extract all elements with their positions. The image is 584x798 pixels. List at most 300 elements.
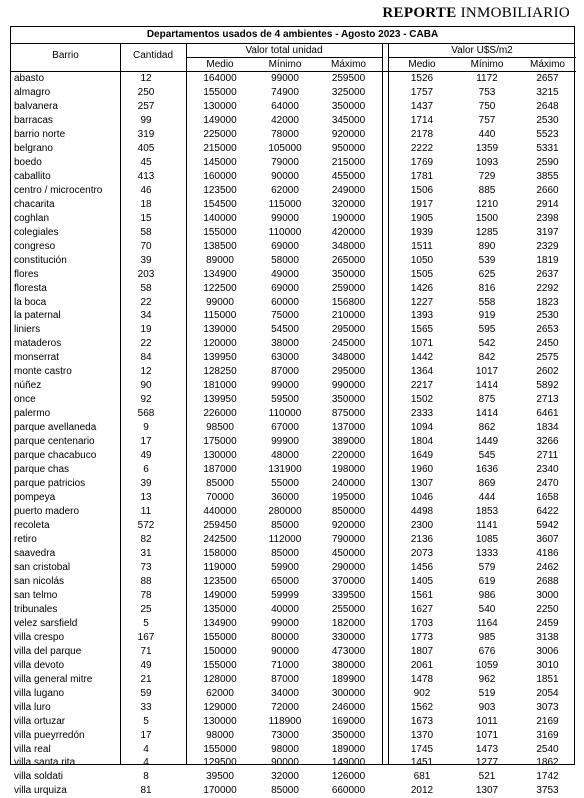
cell-barrio: coghlan <box>14 212 50 224</box>
cell-m2-medio: 1807 <box>410 645 434 657</box>
cell-cantidad: 59 <box>140 687 152 699</box>
cell-m2-minimo: 579 <box>478 561 496 573</box>
cell-total-medio: 130000 <box>203 100 237 112</box>
cell-m2-maximo: 5892 <box>536 380 559 392</box>
cell-cantidad: 15 <box>140 212 152 224</box>
cell-total-medio: 139950 <box>203 394 237 406</box>
table-row <box>11 756 574 770</box>
cell-m2-minimo: 545 <box>478 450 496 462</box>
cell-m2-minimo: 753 <box>478 86 496 98</box>
cell-cantidad: 4 <box>143 743 149 755</box>
cell-m2-medio: 1773 <box>410 631 434 643</box>
cell-m2-minimo: 676 <box>478 645 496 657</box>
cell-barrio: puerto madero <box>14 506 80 518</box>
header-total-maximo: Máximo <box>330 59 366 70</box>
cell-cantidad: 71 <box>140 645 152 657</box>
cell-total-minimo: 64000 <box>271 100 299 112</box>
cell-total-minimo: 90000 <box>271 757 299 769</box>
cell-total-minimo: 90000 <box>271 170 299 182</box>
cell-cantidad: 405 <box>137 142 155 154</box>
cell-m2-maximo: 2250 <box>536 603 559 615</box>
cell-total-minimo: 105000 <box>268 142 302 154</box>
cell-m2-minimo: 903 <box>478 701 496 713</box>
cell-m2-medio: 2300 <box>410 520 434 531</box>
cell-m2-medio: 1565 <box>410 324 434 336</box>
cell-barrio: monte castro <box>14 366 72 378</box>
cell-barrio: villa urquiza <box>14 785 67 797</box>
cell-m2-maximo: 6461 <box>536 408 559 420</box>
cell-total-medio: 440000 <box>203 506 237 518</box>
cell-barrio: velez sarsfield <box>14 617 78 629</box>
cell-total-maximo: 215000 <box>331 156 366 168</box>
cell-total-maximo: 389000 <box>331 436 366 448</box>
cell-total-minimo: 38000 <box>271 338 299 350</box>
cell-total-medio: 242500 <box>203 533 237 545</box>
table-row <box>11 142 574 156</box>
cell-barrio: constitución <box>14 254 67 266</box>
table-row <box>11 114 574 128</box>
cell-m2-minimo: 619 <box>478 575 496 587</box>
cell-barrio: saavedra <box>14 547 56 559</box>
table-row <box>11 365 574 379</box>
cell-barrio: pompeya <box>14 492 56 504</box>
cell-total-medio: 160000 <box>203 170 237 182</box>
cell-barrio: villa santa rita <box>14 757 76 769</box>
cell-cantidad: 78 <box>140 589 152 601</box>
cell-cantidad: 5 <box>143 617 149 629</box>
table-row <box>11 687 574 701</box>
cell-total-medio: 225000 <box>203 128 237 140</box>
cell-total-medio: 123500 <box>203 184 237 196</box>
cell-total-medio: 155000 <box>203 659 237 671</box>
cell-cantidad: 84 <box>140 352 152 364</box>
cell-total-minimo: 59900 <box>271 561 299 573</box>
cell-m2-maximo: 2169 <box>536 715 559 727</box>
cell-m2-maximo: 3073 <box>536 701 559 713</box>
cell-total-maximo: 920000 <box>331 128 366 140</box>
cell-m2-medio: 1511 <box>411 240 433 252</box>
cell-total-medio: 70000 <box>206 492 234 504</box>
cell-total-medio: 119000 <box>203 561 237 573</box>
cell-total-medio: 139000 <box>203 324 237 336</box>
table-row <box>11 631 574 645</box>
cell-m2-medio: 4498 <box>410 506 434 518</box>
cell-m2-minimo: 1307 <box>475 785 499 797</box>
table-row <box>11 72 574 86</box>
cell-cantidad: 6 <box>143 464 149 476</box>
table-row <box>11 212 574 226</box>
cell-total-minimo: 62000 <box>271 184 299 196</box>
cell-total-minimo: 34000 <box>271 687 299 699</box>
cell-m2-maximo: 2530 <box>536 310 559 322</box>
cell-m2-minimo: 816 <box>478 282 496 294</box>
cell-total-maximo: 660000 <box>331 785 366 797</box>
cell-m2-medio: 2222 <box>410 142 434 154</box>
cell-m2-maximo: 2450 <box>536 338 559 350</box>
cell-total-maximo: 156800 <box>331 296 366 308</box>
cell-total-minimo: 85000 <box>271 785 299 797</box>
price-table <box>10 26 575 797</box>
header-valor-total: Valor total unidad <box>245 45 323 56</box>
cell-total-minimo: 110000 <box>268 226 302 238</box>
cell-m2-medio: 1627 <box>410 603 434 615</box>
cell-m2-medio: 2061 <box>410 659 434 671</box>
cell-m2-medio: 1094 <box>410 422 434 434</box>
cell-total-medio: 39500 <box>206 771 234 783</box>
cell-m2-maximo: 3215 <box>536 86 559 98</box>
cell-total-maximo: 350000 <box>331 100 366 112</box>
cell-total-maximo: 455000 <box>331 170 366 182</box>
header-total-medio: Medio <box>206 59 234 70</box>
cell-m2-medio: 1960 <box>410 464 434 476</box>
table-row <box>11 282 574 296</box>
cell-total-medio: 164000 <box>203 73 237 84</box>
cell-m2-maximo: 2660 <box>536 184 559 196</box>
cell-m2-minimo: 542 <box>478 338 496 350</box>
cell-total-minimo: 110000 <box>268 408 302 420</box>
cell-total-minimo: 73000 <box>271 729 299 741</box>
table-row <box>11 100 574 114</box>
cell-cantidad: 8 <box>143 771 149 783</box>
cell-m2-maximo: 3197 <box>536 226 559 238</box>
cell-cantidad: 45 <box>140 156 152 168</box>
cell-cantidad: 17 <box>140 436 152 448</box>
cell-cantidad: 13 <box>140 492 152 504</box>
cell-m2-maximo: 3010 <box>536 659 559 671</box>
cell-barrio: caballito <box>14 170 51 182</box>
table-row <box>11 701 574 715</box>
cell-total-minimo: 85000 <box>271 520 299 531</box>
table-row <box>11 477 574 491</box>
cell-m2-medio: 1370 <box>410 729 434 741</box>
cell-barrio: villa del parque <box>14 645 82 657</box>
cell-m2-minimo: 1359 <box>475 142 499 154</box>
cell-m2-medio: 1649 <box>410 450 434 462</box>
cell-total-maximo: 300000 <box>331 687 366 699</box>
cell-m2-minimo: 519 <box>478 687 496 699</box>
cell-total-maximo: 265000 <box>331 254 366 266</box>
cell-m2-medio: 1046 <box>410 492 434 504</box>
cell-cantidad: 167 <box>137 631 155 643</box>
cell-m2-medio: 1562 <box>410 701 434 713</box>
table-row <box>11 421 574 435</box>
cell-total-minimo: 69000 <box>271 282 299 294</box>
cell-cantidad: 58 <box>140 282 152 294</box>
cell-total-maximo: 325000 <box>331 86 366 98</box>
header-barrio: Barrio <box>52 50 79 61</box>
cell-m2-maximo: 4186 <box>536 547 559 559</box>
cell-total-minimo: 49000 <box>271 268 299 280</box>
cell-cantidad: 46 <box>140 184 152 196</box>
cell-total-minimo: 90000 <box>271 645 299 657</box>
cell-total-medio: 115000 <box>203 310 237 322</box>
cell-m2-minimo: 1085 <box>475 533 499 545</box>
cell-m2-medio: 2136 <box>410 533 434 545</box>
cell-m2-minimo: 595 <box>478 324 496 336</box>
cell-total-medio: 135000 <box>203 603 237 615</box>
cell-m2-medio: 1917 <box>410 198 434 210</box>
cell-m2-maximo: 2653 <box>536 324 559 336</box>
cell-cantidad: 33 <box>140 701 152 713</box>
cell-m2-minimo: 521 <box>478 771 496 783</box>
cell-cantidad: 12 <box>140 73 152 84</box>
cell-m2-maximo: 3138 <box>536 631 559 643</box>
cell-total-minimo: 75000 <box>271 310 299 322</box>
cell-barrio: parque chas <box>14 464 70 476</box>
cell-total-medio: 155000 <box>203 226 237 238</box>
cell-m2-medio: 2012 <box>410 785 434 797</box>
cell-total-minimo: 65000 <box>271 575 299 587</box>
cell-m2-medio: 1673 <box>410 715 434 727</box>
cell-total-maximo: 875000 <box>331 408 366 420</box>
cell-total-maximo: 450000 <box>331 547 366 559</box>
cell-barrio: la paternal <box>14 310 61 322</box>
table-row <box>11 547 574 561</box>
cell-cantidad: 99 <box>140 114 152 126</box>
cell-m2-minimo: 842 <box>478 352 496 364</box>
cell-total-minimo: 79000 <box>271 156 299 168</box>
cell-m2-medio: 1745 <box>410 743 434 755</box>
cell-m2-minimo: 862 <box>478 422 496 434</box>
group-underline <box>388 57 576 58</box>
cell-m2-minimo: 1449 <box>475 436 499 448</box>
cell-total-medio: 98500 <box>206 422 234 434</box>
cell-total-minimo: 59500 <box>271 394 299 406</box>
cell-cantidad: 12 <box>140 366 152 378</box>
cell-cantidad: 250 <box>137 86 155 98</box>
cell-total-maximo: 189900 <box>331 673 366 685</box>
cell-cantidad: 22 <box>140 338 152 350</box>
cell-barrio: floresta <box>14 282 47 294</box>
cell-total-maximo: 149000 <box>331 757 366 769</box>
cell-barrio: flores <box>14 268 39 280</box>
cell-cantidad: 568 <box>137 408 155 420</box>
cell-cantidad: 203 <box>137 268 155 280</box>
cell-m2-maximo: 2462 <box>536 561 559 573</box>
cell-total-medio: 155000 <box>203 86 237 98</box>
table-row <box>11 156 574 170</box>
cell-m2-maximo: 2637 <box>536 268 559 280</box>
cell-m2-medio: 1939 <box>410 226 434 238</box>
cell-barrio: colegiales <box>14 226 59 238</box>
cell-barrio: núñez <box>14 380 42 392</box>
cell-m2-minimo: 1141 <box>476 520 498 531</box>
cell-m2-medio: 1769 <box>410 156 434 168</box>
table-row <box>11 589 574 603</box>
cell-total-maximo: 249000 <box>331 184 366 196</box>
cell-cantidad: 92 <box>140 394 152 406</box>
cell-total-medio: 123500 <box>203 575 237 587</box>
cell-total-maximo: 350000 <box>331 394 366 406</box>
cell-total-medio: 134900 <box>203 268 237 280</box>
cell-m2-maximo: 1862 <box>536 757 559 769</box>
cell-cantidad: 18 <box>140 198 152 210</box>
cell-m2-minimo: 1017 <box>475 366 499 378</box>
cell-m2-medio: 1478 <box>410 673 434 685</box>
cell-m2-medio: 1071 <box>410 338 434 350</box>
cell-m2-medio: 1905 <box>410 212 434 224</box>
brand-logo <box>382 5 570 22</box>
cell-total-medio: 139950 <box>203 352 237 364</box>
cell-m2-medio: 1456 <box>410 561 434 573</box>
cell-total-maximo: 850000 <box>331 506 366 518</box>
cell-m2-maximo: 2914 <box>536 198 559 210</box>
cell-total-minimo: 36000 <box>271 492 299 504</box>
table-row <box>11 351 574 365</box>
cell-total-maximo: 245000 <box>331 338 366 350</box>
cell-total-maximo: 348000 <box>331 352 366 364</box>
cell-total-medio: 149000 <box>203 589 237 601</box>
cell-barrio: villa ortuzar <box>14 715 66 727</box>
table-body <box>11 72 574 798</box>
cell-total-maximo: 345000 <box>331 114 366 126</box>
cell-total-maximo: 370000 <box>331 575 366 587</box>
cell-m2-medio: 1307 <box>410 478 434 490</box>
cell-cantidad: 82 <box>140 533 152 545</box>
cell-total-minimo: 42000 <box>271 114 299 126</box>
cell-barrio: san nicolás <box>14 575 65 587</box>
cell-m2-maximo: 2602 <box>536 366 559 378</box>
cell-m2-medio: 2073 <box>410 547 434 559</box>
cell-m2-medio: 1714 <box>410 114 434 126</box>
table-row <box>11 296 574 310</box>
table-row <box>11 491 574 505</box>
cell-m2-minimo: 890 <box>478 240 496 252</box>
cell-m2-medio: 1561 <box>410 589 434 601</box>
cell-total-minimo: 99000 <box>271 617 299 629</box>
table-row <box>11 170 574 184</box>
cell-total-medio: 120000 <box>203 338 237 350</box>
table-row <box>11 575 574 589</box>
cell-cantidad: 572 <box>137 520 155 531</box>
cell-m2-maximo: 3169 <box>536 729 559 741</box>
cell-m2-maximo: 1742 <box>536 771 559 783</box>
cell-total-minimo: 63000 <box>271 352 299 364</box>
cell-total-medio: 130000 <box>203 715 237 727</box>
cell-total-maximo: 198000 <box>331 464 366 476</box>
cell-m2-maximo: 2292 <box>536 282 559 294</box>
cell-total-maximo: 320000 <box>331 198 366 210</box>
cell-cantidad: 81 <box>140 785 152 797</box>
cell-cantidad: 21 <box>140 673 152 685</box>
cell-barrio: san cristobal <box>14 561 71 573</box>
cell-barrio: barracas <box>14 114 53 126</box>
cell-cantidad: 39 <box>140 478 152 490</box>
cell-m2-maximo: 2340 <box>536 464 559 476</box>
cell-total-medio: 226000 <box>203 408 237 420</box>
cell-total-medio: 85000 <box>206 478 234 490</box>
cell-total-medio: 170000 <box>203 785 237 797</box>
cell-total-medio: 128250 <box>203 366 237 378</box>
cell-total-medio: 89000 <box>206 254 234 266</box>
cell-total-minimo: 78000 <box>271 128 299 140</box>
cell-barrio: congreso <box>14 240 56 252</box>
cell-m2-medio: 1426 <box>410 282 434 294</box>
cell-barrio: villa general mitre <box>14 673 93 685</box>
table-row <box>11 254 574 268</box>
cell-m2-maximo: 2054 <box>536 687 559 699</box>
cell-m2-medio: 1364 <box>410 366 434 378</box>
table-row <box>11 743 574 757</box>
cell-total-minimo: 115000 <box>268 198 302 210</box>
cell-barrio: abasto <box>14 73 45 84</box>
table-row <box>11 784 574 798</box>
cell-total-medio: 138500 <box>203 240 237 252</box>
cell-m2-medio: 1757 <box>410 86 434 98</box>
table-row <box>11 240 574 254</box>
cell-total-maximo: 790000 <box>331 533 366 545</box>
cell-cantidad: 11 <box>140 506 152 518</box>
cell-total-medio: 259450 <box>203 520 237 531</box>
cell-total-medio: 98000 <box>206 729 234 741</box>
cell-m2-minimo: 1333 <box>475 547 499 559</box>
cell-cantidad: 9 <box>143 422 149 434</box>
table-row <box>11 770 574 784</box>
cell-m2-minimo: 1500 <box>475 212 499 224</box>
cell-m2-maximo: 3000 <box>536 589 559 601</box>
cell-total-minimo: 55000 <box>271 478 299 490</box>
cell-m2-medio: 681 <box>413 771 431 783</box>
cell-barrio: mataderos <box>14 338 62 350</box>
table-row <box>11 463 574 477</box>
cell-total-minimo: 87000 <box>271 673 299 685</box>
cell-m2-minimo: 1414 <box>475 380 499 392</box>
table-row <box>11 729 574 743</box>
cell-m2-medio: 1227 <box>410 296 434 308</box>
cell-m2-minimo: 1164 <box>476 617 498 629</box>
cell-m2-minimo: 540 <box>478 603 496 615</box>
cell-m2-maximo: 2688 <box>536 575 559 587</box>
cell-total-medio: 62000 <box>206 687 234 699</box>
table-row <box>11 659 574 673</box>
table-row <box>11 379 574 393</box>
cell-total-minimo: 74900 <box>271 86 299 98</box>
cell-m2-minimo: 875 <box>478 394 496 406</box>
cell-cantidad: 73 <box>140 561 152 573</box>
cell-m2-maximo: 3266 <box>536 436 559 448</box>
cell-m2-maximo: 2657 <box>536 73 559 84</box>
cell-cantidad: 319 <box>137 128 155 140</box>
cell-barrio: villa real <box>14 743 51 755</box>
cell-total-medio: 129500 <box>203 757 237 769</box>
cell-total-maximo: 190000 <box>331 212 366 224</box>
cell-cantidad: 413 <box>137 170 155 182</box>
cell-total-medio: 129000 <box>203 701 237 713</box>
cell-barrio: parque avellaneda <box>14 422 97 434</box>
brand-word-1: REPORTE <box>382 5 457 21</box>
table-row <box>11 603 574 617</box>
cell-total-medio: 150000 <box>203 645 237 657</box>
cell-cantidad: 88 <box>140 575 152 587</box>
cell-total-minimo: 67000 <box>271 422 299 434</box>
cell-m2-maximo: 1819 <box>536 254 559 266</box>
cell-m2-minimo: 539 <box>478 254 496 266</box>
cell-m2-minimo: 1277 <box>475 757 499 769</box>
cell-m2-maximo: 3855 <box>536 170 559 182</box>
cell-m2-minimo: 869 <box>478 478 496 490</box>
cell-m2-medio: 1437 <box>410 100 434 112</box>
cell-m2-minimo: 1059 <box>475 659 499 671</box>
cell-m2-minimo: 1071 <box>475 729 499 741</box>
cell-total-medio: 130000 <box>203 450 237 462</box>
cell-total-maximo: 182000 <box>331 617 366 629</box>
cell-cantidad: 70 <box>140 240 152 252</box>
cell-total-maximo: 259000 <box>331 282 366 294</box>
cell-m2-minimo: 1210 <box>475 198 499 210</box>
cell-total-maximo: 126000 <box>331 771 366 783</box>
cell-m2-medio: 1526 <box>410 73 434 84</box>
cell-m2-minimo: 986 <box>478 589 496 601</box>
